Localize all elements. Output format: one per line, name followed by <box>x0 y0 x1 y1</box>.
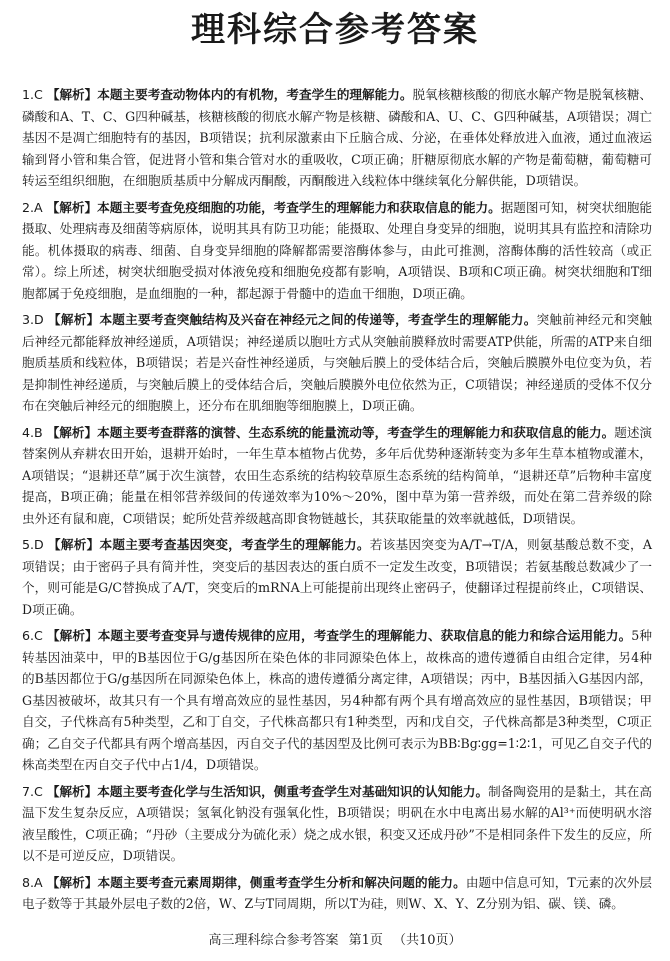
analysis-tag: 【解析】 <box>46 874 98 890</box>
answer-focus: 本题主要考查群落的演替、生态系统的能量流动等，考查学生的理解能力和获取信息的能力。 <box>97 424 615 440</box>
answer-item <box>22 422 652 530</box>
answer-focus: 本题主要考查基因突变，考查学生的理解能力。 <box>99 537 370 552</box>
answer-body: 若该基因突变为A/T→T/A，则氨基酸总数不变，A项错误；由于密码子具有简并性，突变后的基因表达的蛋白质不一定发生改变，B项错误；若氨基酸总数减少了一个，则可能是G/C替换成了A/T，突变后的mRNA上可能提前出现终止密码子，使翻译过程提前终止，C项错误、D项正确。 <box>22 537 652 617</box>
answer-focus: 本题主要考查免疫细胞的功能，考查学生的理解能力和获取信息的能力。 <box>97 199 501 215</box>
analysis-tag: 【解析】 <box>46 783 98 799</box>
answer-item <box>22 84 652 192</box>
answer-body: 据题图可知，树突状细胞能摄取、处理病毒及细菌等病原体，说明其具有防卫功能；能摄取、处理自身变异的细胞，说明其具有监控和清除功能。机体摄取的病毒、细菌、自身变异细胞的降解都需要溶酶体参与，由此可推测，溶酶体酶的活性较高（或正常）。综上所述，树突状细胞受损对体液免疫和细胞免疫都有影响，A项错误、B项和C项正确。树突状细胞和T细胞都属于免疫细胞，是血细胞的一种，都起源于骨髓中的造血干细胞，D项正确。 <box>22 199 653 301</box>
analysis-tag: 【解析】 <box>46 424 98 440</box>
answer-list <box>22 84 652 920</box>
page-footer <box>0 932 670 950</box>
answer-item <box>22 781 652 867</box>
answer-focus: 本题主要考查动物体内的有机物，考查学生的理解能力。 <box>97 87 413 102</box>
answer-focus: 本题主要考查变异与遗传规律的应用，考查学生的理解能力、获取信息的能力和综合运用能力。 <box>97 628 632 643</box>
footer-total-pages: （共10页） <box>393 933 462 948</box>
answer-number: 1.C <box>22 87 43 102</box>
answer-item <box>22 625 652 776</box>
answer-focus: 本题主要考查化学与生活知识，侧重考查学生对基础知识的认知能力。 <box>97 783 489 799</box>
answer-body: 突触前神经元和突触后神经元都能释放神经递质，A项错误；神经递质以胞吐方式从突触前膜释放时需要ATP供能，所需的ATP来自细胞质基质和线粒体，B项错误；若是兴奋性神经递质，与突触后膜上的受体结合后，突触后膜膜外电位变为负，若是抑制性神经递质，与突触后膜上的受体结合后，突触后膜膜外电位依然为正，C项错误；神经递质的受体不仅分布在突触后神经元的细胞膜上，还分布在肌细胞等细胞膜上，D项正确。 <box>22 312 653 413</box>
answer-body: 5种转基因油菜中，甲的B基因位于G/g基因所在染色体的非同源染色体上，故株高的遗传遵循自由组合定律，另4种的B基因都位于G/g基因所在同源染色体上，株高的遗传遵循分离定律，A项错误；丙中，B基因插入G基因内部，G基因被破坏，故其只有一个具有增高效应的显性基因，另4种都有两个具有增高效应的显性基因，B项错误；甲自交，子代株高有5种类型，乙和丁自交，子代株高都只有1种类型，丙和戊自交，子代株高都是3种类型，C项正确；乙自交子代都具有两个增高基因，丙自交子代的基因型及比例可表示为BB∶Bg∶gg=1∶2∶1，可见乙自交子代的株高类型在丙自交子代中占1/4，D项错误。 <box>22 628 652 772</box>
analysis-tag: 【解析】 <box>46 628 98 643</box>
answer-focus: 本题主要考查突触结构及兴奋在神经元之间的传递等，考查学生的理解能力。 <box>99 312 537 327</box>
analysis-tag: 【解析】 <box>46 87 98 102</box>
answer-number: 2.A <box>22 199 43 215</box>
answer-body: 由题中信息可知，T元素的次外层电子数等于其最外层电子数的2倍，W、Z与T同周期，所以T为硅，则W、X、Y、Z分别为铝、碳、镁、磷。 <box>22 874 652 911</box>
answer-number: 8.A <box>22 874 43 890</box>
answer-body: 脱氧核糖核酸的彻底水解产物是脱氧核糖、磷酸和A、T、C、G四种碱基，核糖核酸的彻底水解产物是核糖、磷酸和A、U、C、G四种碱基，A项错误；凋亡基因不是凋亡细胞特有的基因，B项错误；抗利尿激素由下丘脑合成、分泌，在垂体处释放进入血液，通过血液运输到肾小管和集合管，促进肾小管和集合管对水的重吸收，C项正确；肝糖原彻底水解的产物是葡萄糖，葡萄糖可转运至组织细胞，在细胞质基质中分解成丙酮酸，丙酮酸进入线粒体中继续氧化分解供能，D项错误。 <box>22 87 653 188</box>
answer-body: 制备陶瓷用的是黏土，其在高温下发生复杂反应，A项错误；氢氧化钠没有强氧化性，B项错误；明矾在水中电离出易水解的Al³⁺而使明矾水溶液呈酸性，C项正确；“丹砂（主要成分为硫化汞）烧之成水银，积变又还成丹砂”不是相同条件下发生的反应，所以不是可逆反应，D项错误。 <box>22 783 653 863</box>
answer-number: 5.D <box>22 537 44 552</box>
analysis-tag: 【解析】 <box>48 537 100 552</box>
answer-item <box>22 872 652 915</box>
footer-exam-name: 高三理科综合参考答案 <box>208 933 339 948</box>
footer-page-number: 第1页 <box>348 933 383 948</box>
page-title: 理科综合参考答案 <box>191 10 479 50</box>
analysis-tag: 【解析】 <box>48 312 100 327</box>
answer-number: 3.D <box>22 312 44 327</box>
answer-number: 4.B <box>22 424 43 440</box>
answer-number: 6.C <box>22 628 43 643</box>
answer-focus: 本题主要考查元素周期律，侧重考查学生分析和解决问题的能力。 <box>97 874 466 890</box>
answer-number: 7.C <box>22 783 43 799</box>
analysis-tag: 【解析】 <box>46 199 98 215</box>
answer-item <box>22 309 652 417</box>
answer-body: 题述演替案例从弃耕农田开始，退耕开始时，一年生草本植物占优势，多年后优势种逐渐转变为多年生草本植物或灌木，A项错误；“退耕还草”属于次生演替，农田生态系统的结构较草原生态系统的结构简单，“退耕还草”后物种丰富度提高，B项正确；能量在相邻营养级间的传递效率为10%～20%，图中草为第一营养级，而处在第二营养级的除虫外还有鼠和鹿，C项错误；蛇所处营养级越高即食物链越长，其获取能量的效率就越低，D项错误。 <box>22 424 653 526</box>
answer-item <box>22 534 652 620</box>
answer-item <box>22 197 652 305</box>
